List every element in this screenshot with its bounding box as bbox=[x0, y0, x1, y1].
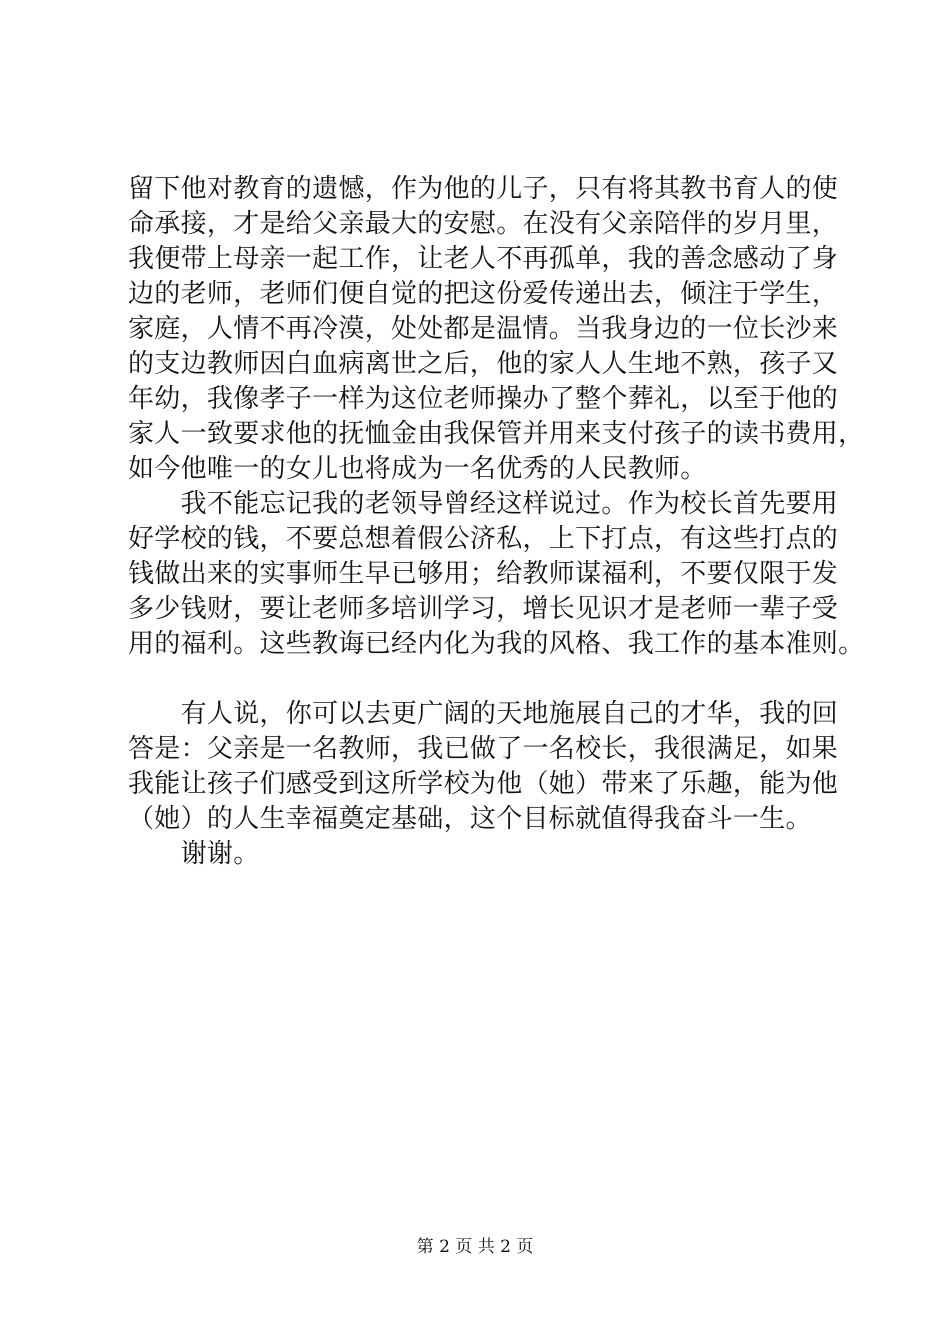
text-line: 我便带上母亲一起工作，让老人不再孤单，我的善念感动了身 bbox=[128, 244, 839, 274]
text-line: 如今他唯一的女儿也将成为一名优秀的人民教师。 bbox=[128, 454, 707, 484]
text-line: 好学校的钱，不要总想着假公济私，上下打点，有这些打点的 bbox=[128, 524, 839, 554]
text-line: 谢谢。 bbox=[128, 839, 260, 869]
text-line: 我不能忘记我的老领导曾经这样说过。作为校长首先要用 bbox=[128, 489, 839, 519]
text-line: 我能让孩子们感受到这所学校为他（她）带来了乐趣，能为他 bbox=[128, 769, 839, 799]
text-line: 边的老师，老师们便自觉的把这份爱传递出去，倾注于学生， bbox=[128, 279, 839, 309]
text-line: 答是：父亲是一名教师，我已做了一名校长，我很满足，如果 bbox=[128, 734, 839, 764]
page-number-footer: 第 2 页 共 2 页 bbox=[416, 1237, 534, 1257]
document-body bbox=[128, 172, 865, 872]
text-line: （她）的人生幸福奠定基础，这个目标就值得我奋斗一生。 bbox=[128, 804, 812, 834]
text-line: 多少钱财，要让老师多培训学习，增长见识才是老师一辈子受 bbox=[128, 594, 839, 624]
text-line: 家人一致要求他的抚恤金由我保管并用来支付孩子的读书费用， bbox=[128, 419, 865, 449]
text-line: 命承接，才是给父亲最大的安慰。在没有父亲陪伴的岁月里， bbox=[128, 209, 839, 239]
text-line: 的支边教师因白血病离世之后，他的家人人生地不熟，孩子又 bbox=[128, 349, 839, 379]
text-line: 用的福利。这些教诲已经内化为我的风格、我工作的基本准则。 bbox=[128, 629, 865, 659]
text-line: 留下他对教育的遗憾，作为他的儿子，只有将其教书育人的使 bbox=[128, 174, 839, 204]
text-line: 年幼，我像孝子一样为这位老师操办了整个葬礼，以至于他的 bbox=[128, 384, 839, 414]
text-line: 有人说，你可以去更广阔的天地施展自己的才华，我的回 bbox=[128, 699, 839, 729]
text-line: 钱做出来的实事师生早已够用；给教师谋福利，不要仅限于发 bbox=[128, 559, 839, 589]
text-line: 家庭，人情不再冷漠，处处都是温情。当我身边的一位长沙来 bbox=[128, 314, 839, 344]
paragraph-gap bbox=[128, 662, 848, 697]
